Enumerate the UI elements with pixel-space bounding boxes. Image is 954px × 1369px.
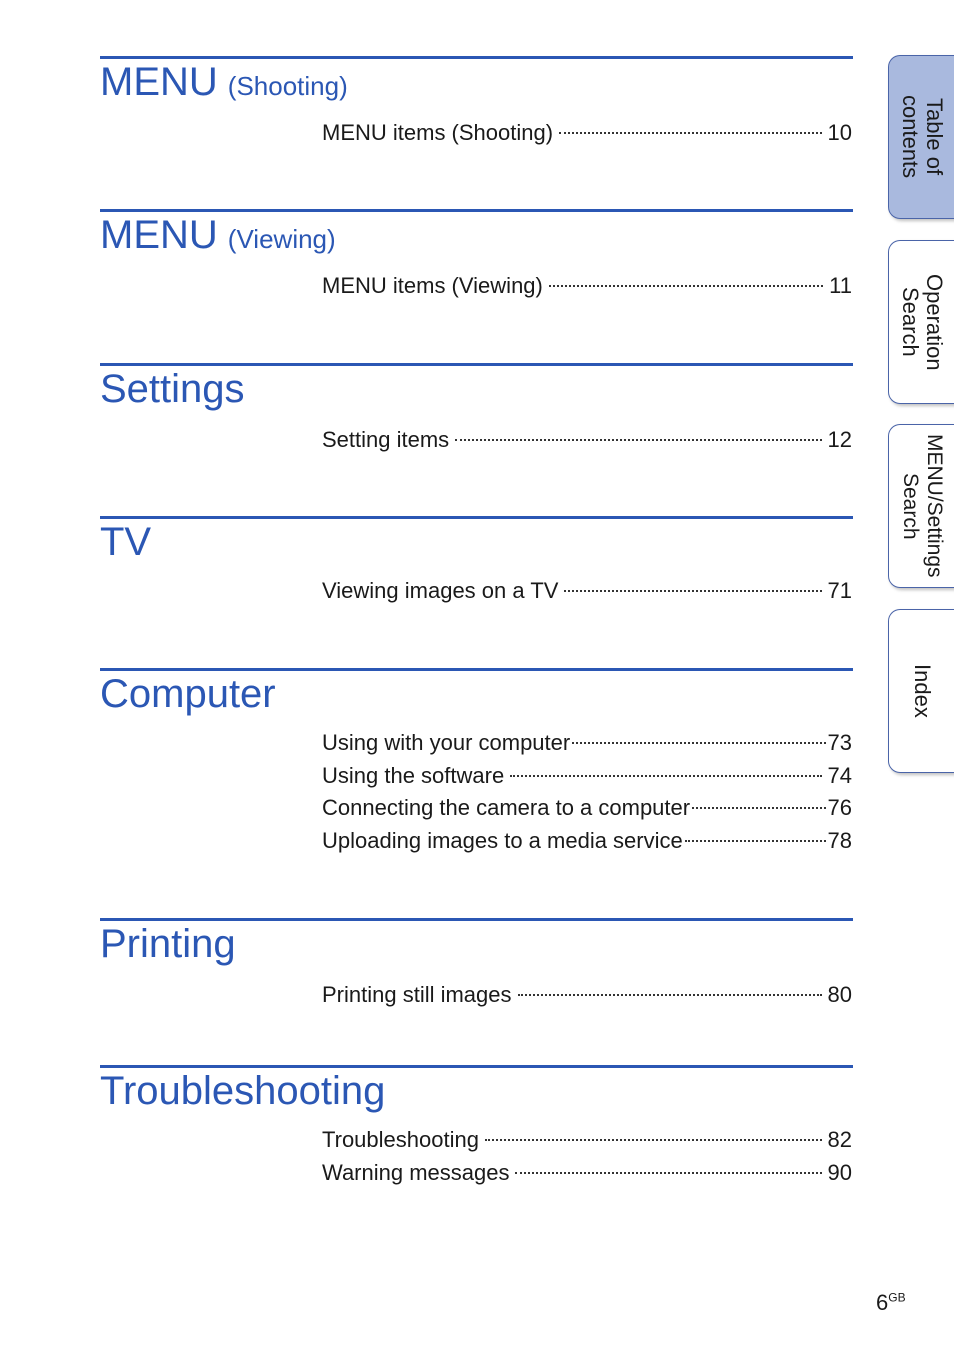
page-number bbox=[876, 1290, 906, 1316]
toc-entry-page: 80 bbox=[827, 982, 852, 1007]
section-heading bbox=[100, 922, 236, 967]
toc-entry-page: 12 bbox=[827, 427, 852, 452]
page-number-value: 6 bbox=[876, 1290, 889, 1315]
toc-entry-text: Uploading images to a media service bbox=[322, 828, 683, 853]
dot-leader bbox=[485, 1139, 822, 1141]
section-rule bbox=[100, 56, 853, 59]
toc-entry-text: Setting items bbox=[322, 427, 450, 452]
tab-menu-settings-search[interactable] bbox=[888, 424, 954, 588]
toc-entry-text: Warning messages bbox=[322, 1160, 510, 1185]
toc-entry-printing-still-images[interactable] bbox=[322, 982, 852, 1010]
section-rule bbox=[100, 516, 853, 519]
toc-entry-text: MENU items (Viewing) bbox=[322, 273, 543, 298]
section-title: TV bbox=[100, 520, 152, 564]
toc-entry-page: 74 bbox=[827, 763, 852, 788]
toc-entry-using-with-computer[interactable] bbox=[322, 730, 852, 758]
toc-entry-using-software[interactable] bbox=[322, 763, 852, 791]
dot-leader bbox=[564, 590, 821, 592]
toc-entry-text: Printing still images bbox=[322, 982, 512, 1007]
dot-leader bbox=[518, 994, 822, 996]
toc-entry-uploading-images[interactable] bbox=[322, 828, 852, 856]
section-title: Settings bbox=[100, 367, 245, 411]
dot-leader bbox=[549, 285, 823, 287]
toc-entry-page: 82 bbox=[827, 1127, 852, 1152]
section-heading bbox=[100, 213, 336, 258]
section-heading bbox=[100, 60, 348, 105]
toc-entry-connecting-camera[interactable] bbox=[322, 795, 852, 823]
toc-entry-page: 10 bbox=[827, 120, 852, 145]
tab-table-of-contents[interactable] bbox=[888, 55, 954, 219]
tab-label: Table of contents bbox=[898, 95, 947, 179]
section-title: MENU bbox=[100, 213, 218, 257]
toc-entry-text: Troubleshooting bbox=[322, 1127, 479, 1152]
dot-leader bbox=[559, 132, 821, 134]
dot-leader bbox=[692, 807, 825, 809]
section-heading bbox=[100, 520, 151, 565]
section-rule bbox=[100, 363, 853, 366]
section-heading bbox=[100, 672, 276, 717]
dot-leader bbox=[685, 840, 826, 842]
toc-entry-page: 78 bbox=[827, 828, 852, 853]
dot-leader bbox=[515, 1172, 821, 1174]
toc-entry-setting-items[interactable] bbox=[322, 427, 852, 455]
toc-entry-page: 76 bbox=[827, 795, 852, 820]
tab-index[interactable] bbox=[888, 609, 954, 773]
toc-entry-warning-messages[interactable] bbox=[322, 1160, 852, 1188]
section-title: Troubleshooting bbox=[100, 1069, 386, 1113]
toc-entry-troubleshooting[interactable] bbox=[322, 1127, 852, 1155]
toc-entry-text: Using the software bbox=[322, 763, 505, 788]
toc-entry-menu-items-viewing[interactable] bbox=[322, 273, 852, 301]
tab-label: Operation Search bbox=[898, 273, 947, 371]
tab-label: Index bbox=[910, 664, 935, 718]
section-rule bbox=[100, 1065, 853, 1068]
section-rule bbox=[100, 668, 853, 671]
toc-entry-page: 11 bbox=[829, 273, 852, 298]
section-heading bbox=[100, 1069, 385, 1114]
section-subtitle: (Shooting) bbox=[227, 71, 348, 101]
toc-entry-text: Using with your computer bbox=[322, 730, 571, 755]
section-title: Computer bbox=[100, 672, 276, 716]
dot-leader bbox=[455, 439, 821, 441]
toc-entry-viewing-on-tv[interactable] bbox=[322, 578, 852, 606]
toc-entry-text: Connecting the camera to a computer bbox=[322, 795, 691, 820]
tab-operation-search[interactable] bbox=[888, 240, 954, 404]
toc-entry-page: 73 bbox=[827, 730, 852, 755]
section-title: Printing bbox=[100, 922, 236, 966]
toc-entry-text: MENU items (Shooting) bbox=[322, 120, 554, 145]
page-number-suffix: GB bbox=[888, 1290, 906, 1305]
section-title: MENU bbox=[100, 60, 218, 104]
section-heading bbox=[100, 367, 245, 412]
dot-leader bbox=[510, 775, 821, 777]
toc-entry-page: 71 bbox=[827, 578, 852, 603]
tab-label: MENU/Settings Search bbox=[899, 434, 946, 578]
toc-entry-menu-items-shooting[interactable] bbox=[322, 120, 852, 148]
section-subtitle: (Viewing) bbox=[227, 224, 336, 254]
toc-entry-page: 90 bbox=[827, 1160, 852, 1185]
toc-entry-text: Viewing images on a TV bbox=[322, 578, 559, 603]
dot-leader bbox=[572, 742, 825, 744]
section-rule bbox=[100, 918, 853, 921]
section-rule bbox=[100, 209, 853, 212]
